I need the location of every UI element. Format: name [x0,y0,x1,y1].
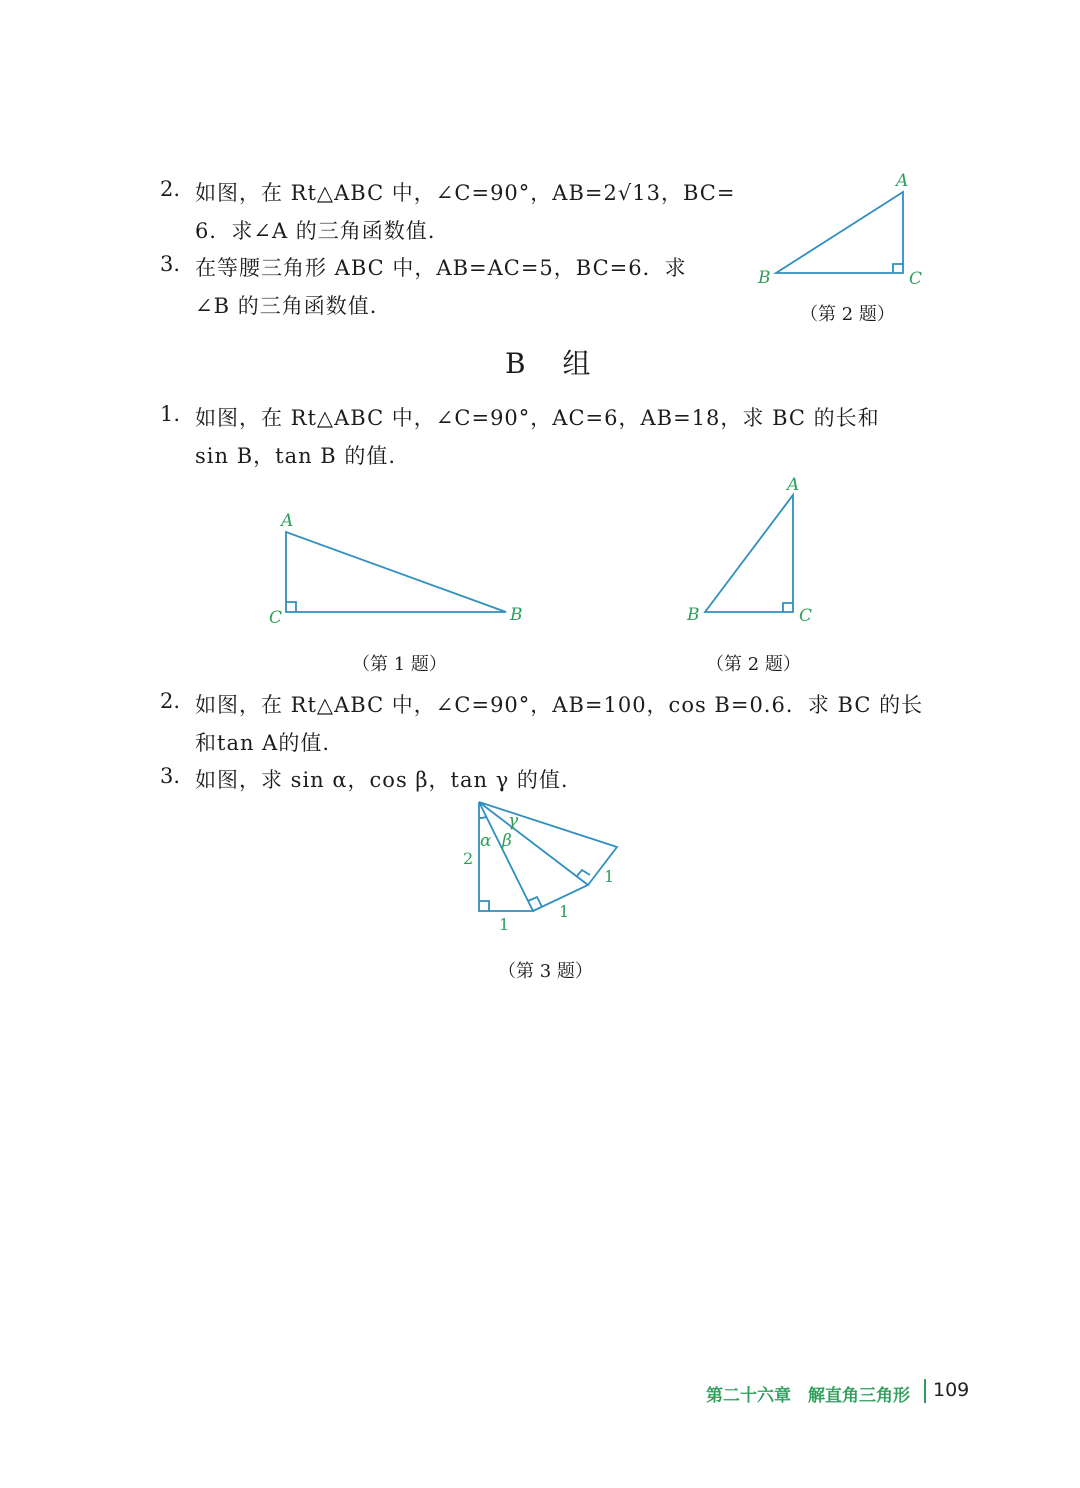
side-label: 1 [499,915,510,934]
vertex-label-c: C [269,608,283,628]
angle-label-beta: β [502,831,512,851]
problem-number: 3. [160,764,181,788]
problem-number: 2. [160,689,181,713]
footer-chapter-title: 第二十六章 解直角三角形 [706,1386,910,1406]
angle-arc [479,817,486,818]
section-heading: B 组 [505,347,605,380]
footer-divider [924,1379,926,1403]
right-angle-mark [576,870,590,877]
right-angle-mark [479,901,489,911]
problem-text: 如图，求 sin α，cos β，tan γ 的值. [195,768,569,792]
side-label: 1 [604,867,615,886]
side-label: 1 [559,902,570,921]
angle-label-alpha: α [480,831,492,851]
vertex-label-b: B [687,605,700,625]
problem-number: 1. [160,402,181,426]
problem-text: 6．求∠A 的三角函数值. [195,219,436,243]
triangle-1 [479,802,533,911]
problem-number: 3. [160,252,181,276]
vertex-label-b: B [758,268,771,288]
page-number: 109 [933,1379,970,1401]
problem-number: 2. [160,177,181,201]
figure-caption: （第 3 题） [498,961,593,982]
problem-text: 在等腰三角形 ABC 中，AB=AC=5，BC=6．求 [195,256,687,280]
problem-text: ∠B 的三角函数值. [195,294,378,318]
figure-caption: （第 1 题） [352,654,447,675]
vertex-label-a: A [281,511,294,531]
triangle-2 [479,802,588,911]
figure-caption: （第 2 题） [706,654,801,675]
vertex-label-a: A [896,171,909,191]
angle-label-gamma: γ [508,811,519,831]
vertex-label-c: C [799,606,813,626]
problem-text: 如图，在 Rt△ABC 中，∠C=90°，AC=6，AB=18，求 BC 的长和 [195,406,880,430]
figure-caption: （第 2 题） [800,304,895,325]
vertex-label-b: B [510,605,523,625]
problem-text: 和tan A的值. [195,731,330,755]
vertex-label-a: A [787,475,800,495]
side-label: 2 [463,849,474,868]
vertex-label-c: C [909,269,923,289]
problem-text: 如图，在 Rt△ABC 中，∠C=90°，AB=2√13，BC= [195,181,736,205]
problem-text: sin B，tan B 的值. [195,444,397,468]
problem-text: 如图，在 Rt△ABC 中，∠C=90°，AB=100，cos B=0.6．求 BC 的长 [195,693,924,717]
